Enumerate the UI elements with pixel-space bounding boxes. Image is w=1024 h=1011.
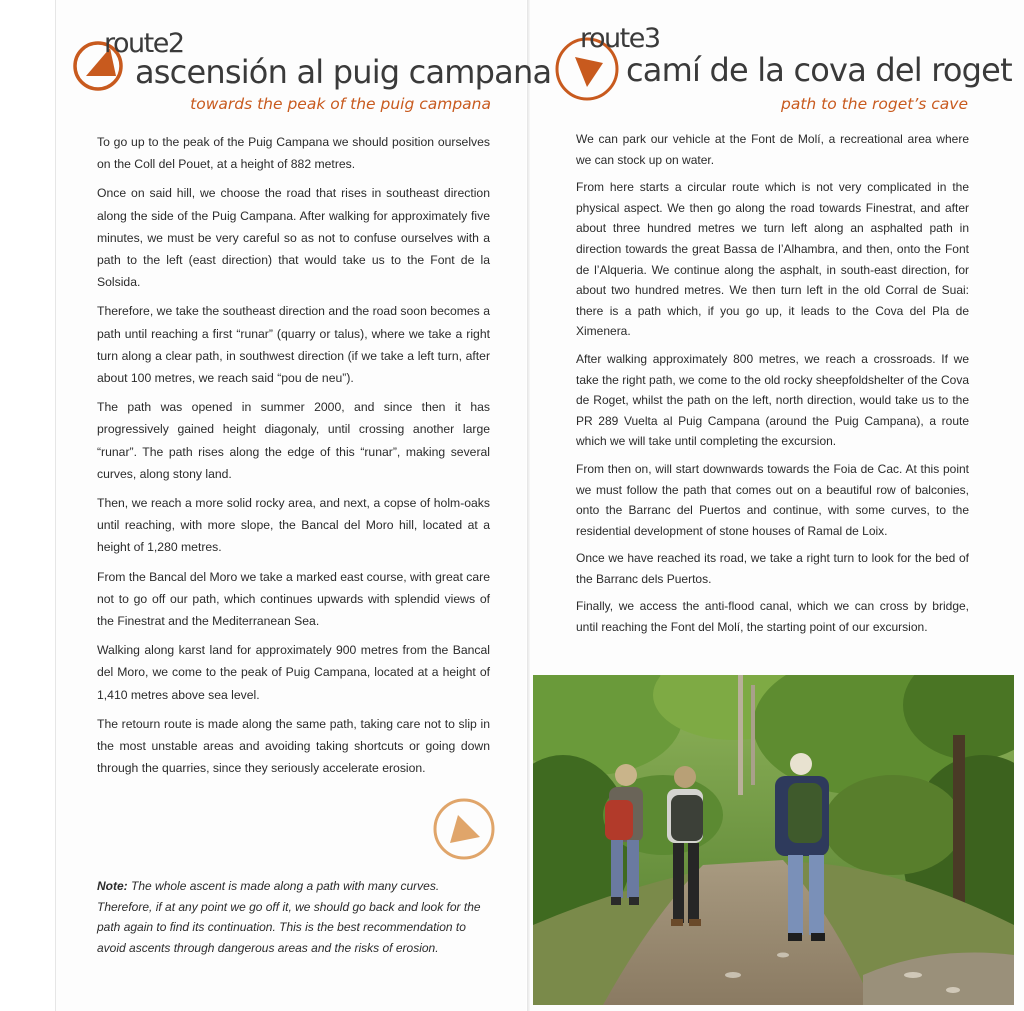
route2-paragraph: The retourn route is made along the same path, taking care not to slip in the most unstable areas and avoiding taking shortcuts or going down through the quarries, since they seriously accelerate erosion. bbox=[97, 716, 490, 776]
page-fold bbox=[527, 0, 530, 1011]
route2-note bbox=[97, 876, 492, 958]
route2-paragraph: The path was opened in summer 2000, and since then it has progressively gained height diagonaly, until crossing another large “runar”. The path rises along the edge of this “runar”, making several curves, along stony land. bbox=[97, 400, 490, 481]
note-label: Note: bbox=[97, 879, 128, 893]
route2-paragraph: Then, we reach a more solid rocky area, and next, a copse of holm-oaks until reaching, with more slope, the Bancal del Moro hill, located at a height of 1,280 metres. bbox=[97, 496, 490, 555]
route3-paragraph: We can park our vehicle at the Font de Molí, a recreational area where we can stock up on water. bbox=[576, 132, 969, 167]
route3-paragraph: From then on, will start downwards towards the Foia de Cac. At this point we must follow the path that comes out on a beautiful row of balconies, onto the Barranc del Puertos and continue, with some curves, to the residential development of stone houses of Ramal de Loix. bbox=[576, 461, 969, 538]
route-arrow-emblem-icon bbox=[432, 797, 496, 861]
route2-paragraph: Once on said hill, we choose the road that rises in southeast direction along the side of the Puig Campana. After walking for approximately five minutes, we must be very careful so as not to confuse ourselves with a path to the left (east direction) that would take us to the Font de la Solsida. bbox=[97, 186, 490, 290]
route3-label: route3 bbox=[580, 23, 660, 54]
route3-paragraph: After walking approximately 800 metres, we reach a crossroads. If we take the right path, we come to the old rocky sheepfoldshelter of the Cova de Roget, whilst the path on the left, north direction, would take us to the PR 289 Vuelta al Puig Campana (around the Puig Campana), a route which we will take until completing the excursion. bbox=[576, 351, 969, 449]
route2-body bbox=[97, 131, 490, 786]
note-text: The whole ascent is made along a path with many curves. Therefore, if at any point we go off it, we should go back and look for the path again to find its continuation. This is the best recommendation to avoid ascents through dangerous areas and the risks of erosion. bbox=[97, 879, 481, 955]
route2-subtitle: towards the peak of the puig campana bbox=[190, 95, 491, 113]
route3-paragraph: From here starts a circular route which is not very complicated in the physical aspect. We then go along the road towards Finestrat, and after about three hundred metres we turn left along an asphalted path in direction towards the great Bassa de l’Alhambra, and then, onto the Font de l’Alqueria. We continue along the asphalt, in south-east direction, for about two hundred metres. We then turn left in the old Corral de Suai: there is a path which, if you go up, it leads to the Cova del Pla de Ximenera. bbox=[576, 180, 969, 339]
route2-paragraph: Walking along karst land for approximately 900 metres from the Bancal del Moro, we come to the peak of Puig Campana, located at a height of 1,410 metres above sea level. bbox=[97, 643, 490, 702]
route3-subtitle: path to the roget’s cave bbox=[781, 95, 968, 113]
route2-label: route2 bbox=[104, 28, 184, 59]
route3-title: camí de la cova del roget bbox=[626, 51, 1012, 89]
route3-body bbox=[576, 129, 969, 645]
route2-paragraph: Therefore, we take the southeast direction and the road soon becomes a path until reaching a first “runar” (quarry or talus), where we take a right turn along a clear path, in southwest direction (if we take a left turn, after about 100 metres, we reach said “pou de neu”). bbox=[97, 304, 490, 386]
route3-paragraph: Once we have reached its road, we take a right turn to look for the bed of the Barranc dels Puertos. bbox=[576, 551, 969, 586]
route2-title: ascensión al puig campana bbox=[135, 53, 552, 91]
route2-paragraph: From the Bancal del Moro we take a marked east course, with great care not to go off our path, which continues upwards with splendid views of the Finestrat and the Mediterranean Sea. bbox=[97, 569, 490, 629]
route3-paragraph: Finally, we access the anti-flood canal, which we can cross by bridge, until reaching the Font del Molí, the starting point of our excursion. bbox=[576, 599, 969, 635]
hikers-trail-photo bbox=[533, 675, 1014, 1005]
route2-paragraph: To go up to the peak of the Puig Campana we should position ourselves on the Coll del Pouet, at a height of 882 metres. bbox=[97, 135, 490, 172]
